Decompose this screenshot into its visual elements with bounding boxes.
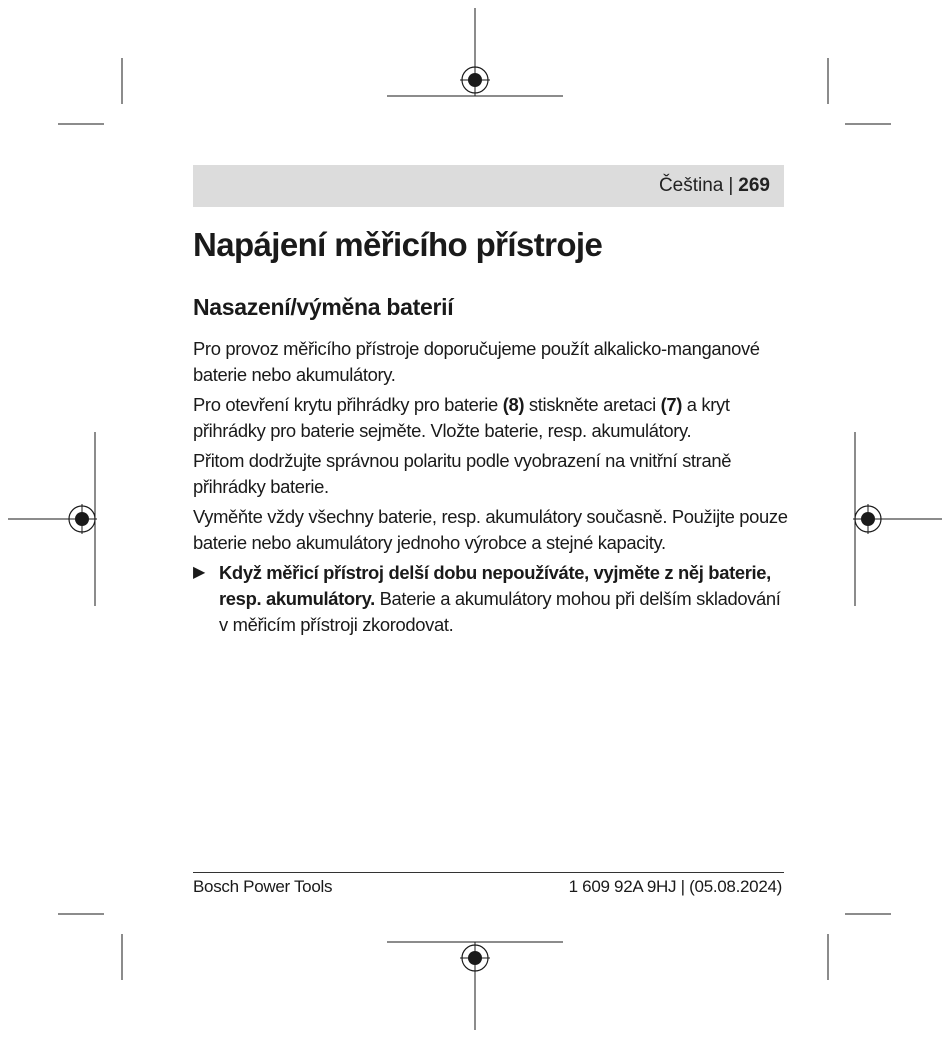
ref-7: (7) xyxy=(660,394,683,415)
paragraph-polarity: Přitom dodržujte správnou polaritu podle vyobrazení na vnitřní straně přihrádky baterie. xyxy=(193,450,732,497)
registration-target-icon xyxy=(67,504,97,534)
body-text xyxy=(193,336,788,638)
subsection-heading: Nasazení/výměna baterií xyxy=(193,294,454,320)
paragraph-open-cover xyxy=(193,392,788,444)
text-run: a kryt přihrádky pro baterie sejměte. Vložte baterie, resp. akumulátory. xyxy=(193,394,730,441)
warning-bullet xyxy=(193,560,788,638)
footer-doc-ref: 1 609 92A 9HJ | (05.08.2024) xyxy=(568,877,782,896)
paragraph-battery-type: Pro provoz měřicího přístroje doporučujeme použít alkalicko-manganové baterie nebo akumulátory. xyxy=(193,338,760,385)
ref-8: (8) xyxy=(502,394,525,415)
text-run: Pro otevření krytu přihrádky pro baterie xyxy=(193,394,503,415)
warning-regular: Baterie a akumulátory mohou při delším skladování v měřicím přístroji zkorodovat. xyxy=(219,588,781,635)
paragraph-replace-all: Vyměňte vždy všechny baterie, resp. akumulátory současně. Použijte pouze baterie nebo akumulátory jednoho výrobce a stejné kapacity. xyxy=(193,506,788,553)
text-run: stiskněte aretaci xyxy=(524,394,661,415)
page-header xyxy=(193,165,784,207)
footer-rule xyxy=(193,872,784,873)
warning-text xyxy=(219,560,788,638)
header-language: Čeština xyxy=(658,175,724,196)
section-heading: Napájení měřicího přístroje xyxy=(193,226,603,263)
header-separator: | xyxy=(728,175,734,196)
bullet-triangle-icon: ▶ xyxy=(193,564,205,581)
footer-brand: Bosch Power Tools xyxy=(193,877,333,896)
warning-bold: Když měřicí přístroj delší dobu nepoužíváte, vyjměte z něj baterie, resp. akumulátory. xyxy=(219,562,771,609)
page-number: 269 xyxy=(738,175,770,196)
header-label xyxy=(659,175,770,197)
registration-target-icon xyxy=(460,65,490,95)
registration-target-icon xyxy=(853,504,883,534)
registration-target-icon xyxy=(460,943,490,973)
